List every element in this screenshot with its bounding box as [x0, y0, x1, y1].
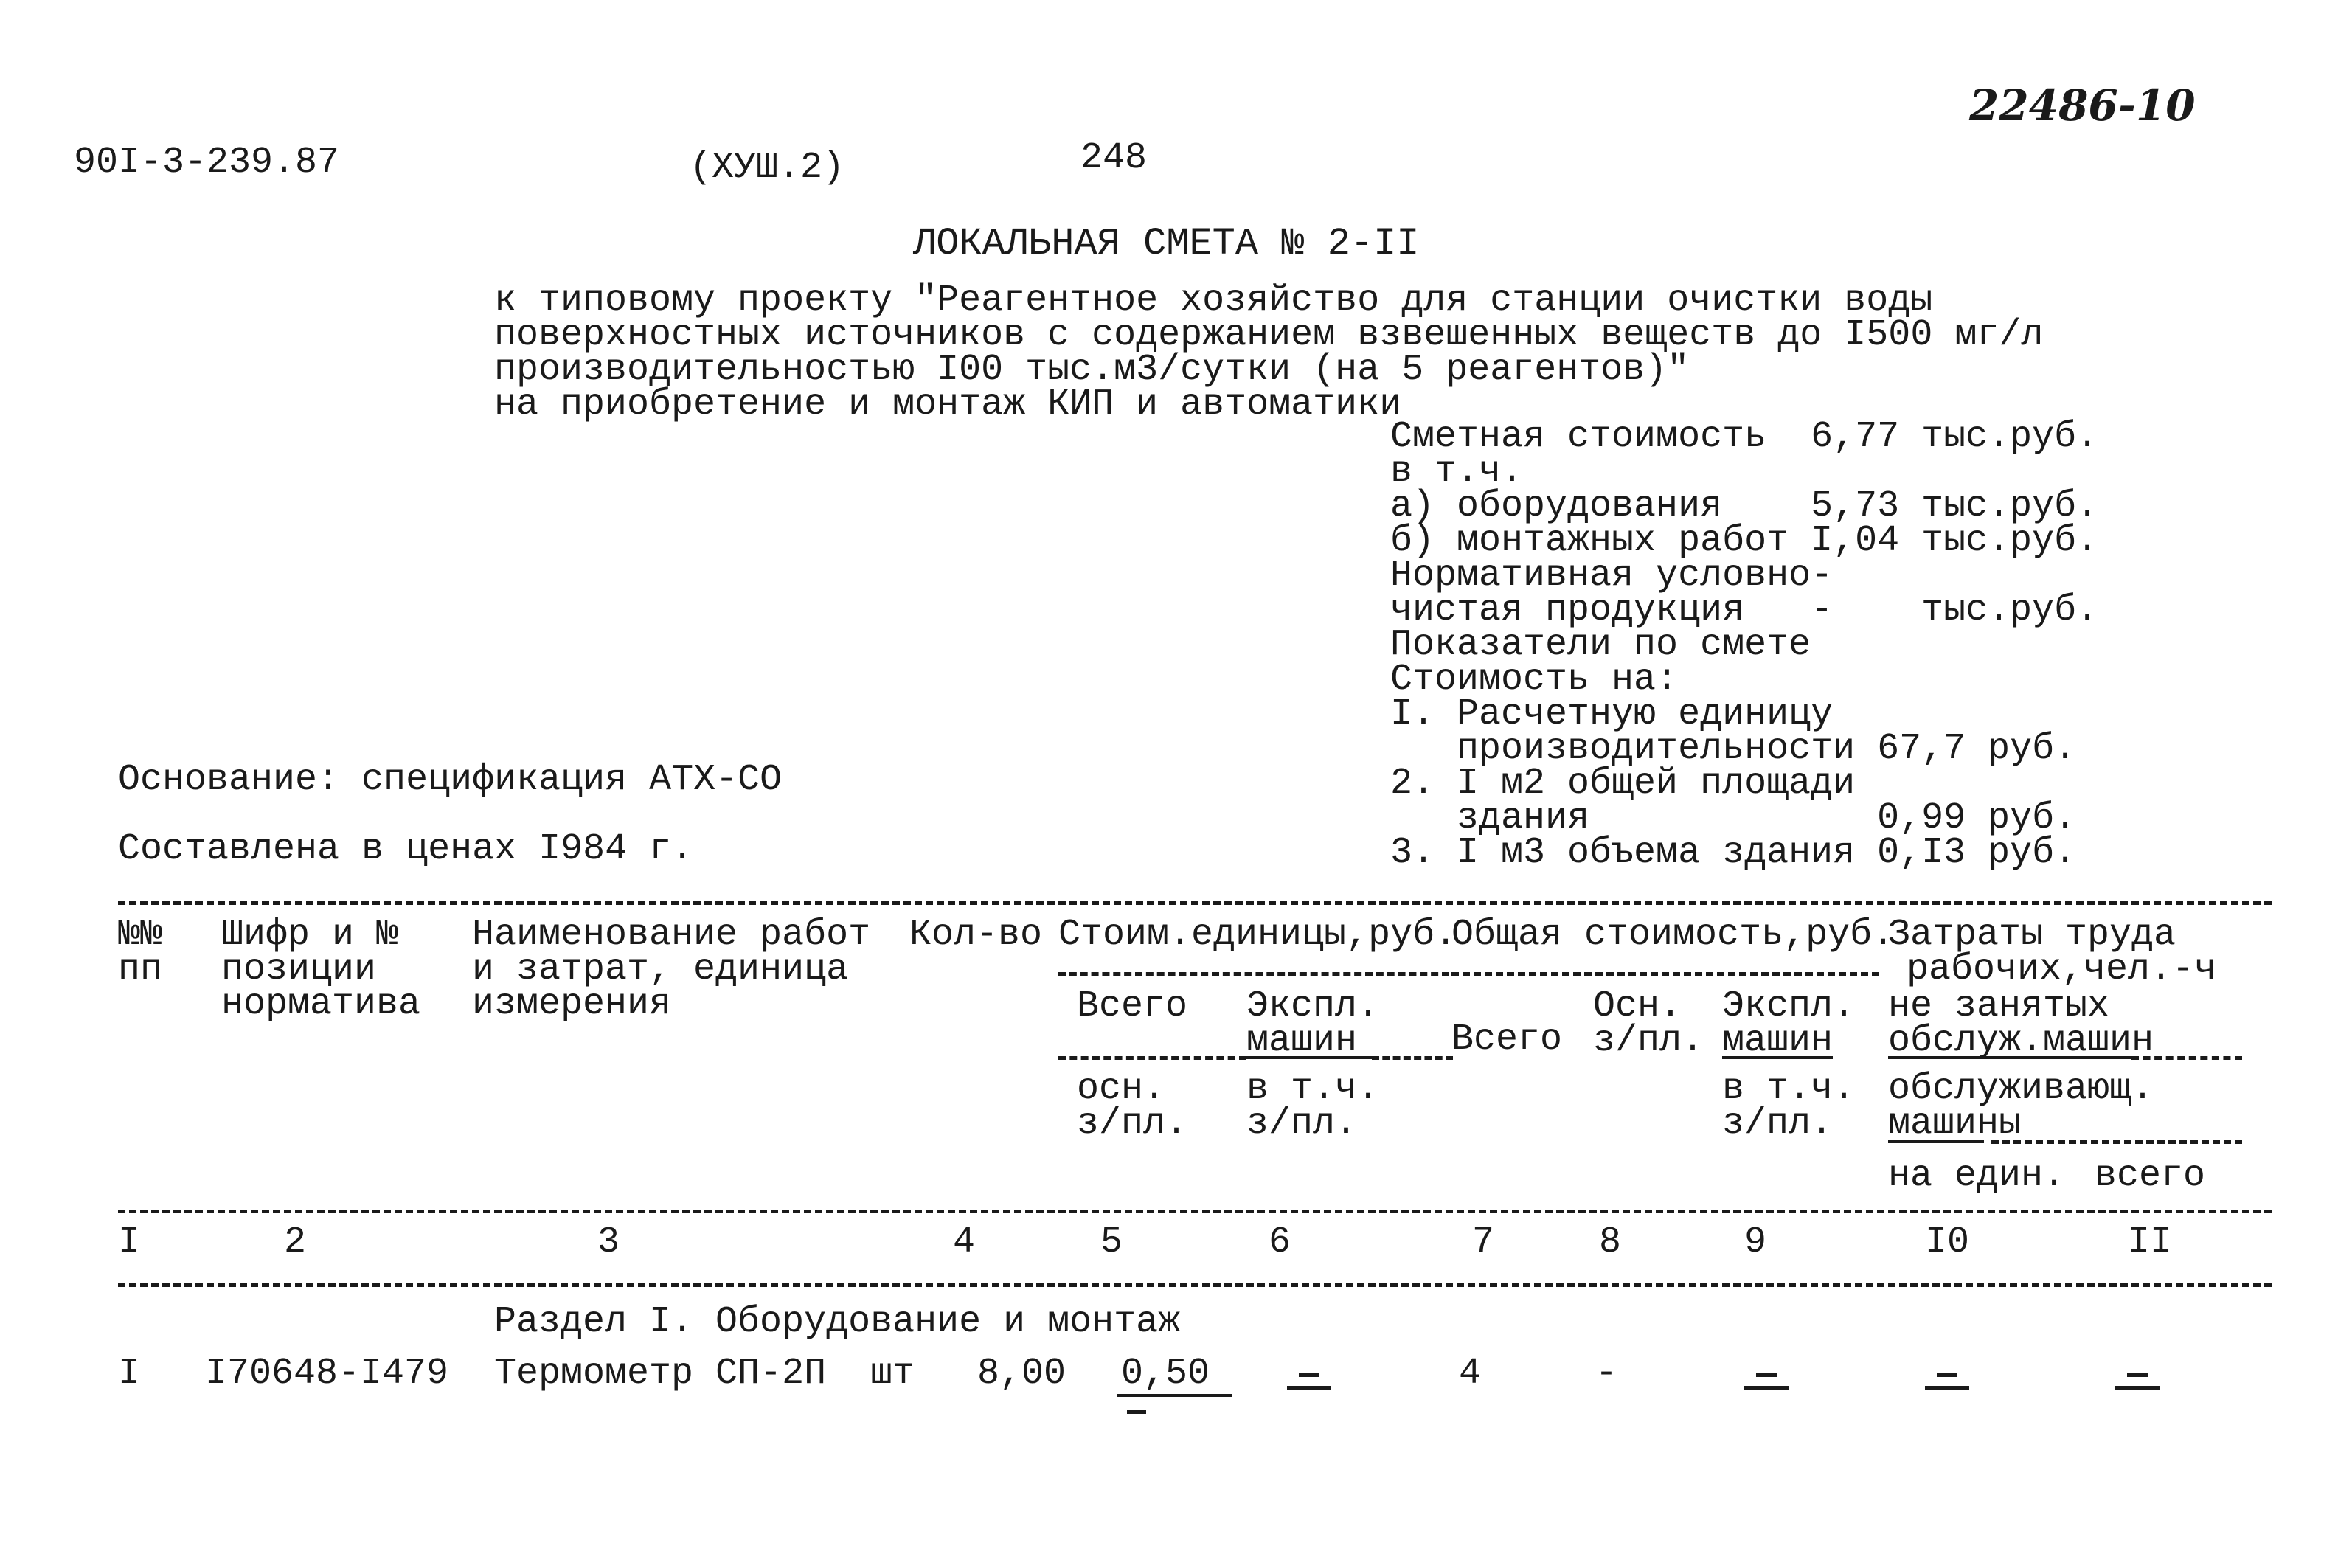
- underline: [1888, 1140, 1984, 1143]
- column-number: 5: [1100, 1221, 1123, 1263]
- col10-unit-header: на един.: [1888, 1155, 2066, 1197]
- col3-header: и затрат, единица: [472, 948, 849, 991]
- column-number: 4: [953, 1221, 976, 1263]
- col6-header: Экспл.: [1246, 985, 1380, 1027]
- col5-subheader: з/пл.: [1077, 1103, 1188, 1145]
- column-number: I0: [1925, 1221, 1970, 1263]
- row-code: I70648-I479: [205, 1353, 449, 1395]
- estimate-heading: ЛОКАЛЬНАЯ СМЕТА № 2-II: [913, 222, 1420, 266]
- prices-line: Составлена в ценах I984 г.: [118, 828, 694, 870]
- row-name: Термометр СП-2П: [494, 1353, 827, 1395]
- subtitle-line: производительностью I00 тыс.м3/сутки (на 5 реагентов)": [494, 349, 1690, 391]
- column-number: 2: [284, 1221, 307, 1263]
- row-total: 4: [1459, 1353, 1482, 1395]
- page-number: 248: [1080, 137, 1148, 179]
- col2-header: позиции: [221, 948, 377, 991]
- column-number: II: [2128, 1221, 2173, 1263]
- row-base-wage: -: [1595, 1353, 1618, 1395]
- summary-line: в т.ч.: [1390, 451, 1524, 493]
- summary-line: производительности 67,7 руб.: [1390, 728, 2077, 770]
- column-number: 7: [1472, 1221, 1495, 1263]
- group-rule: [1058, 1056, 1246, 1060]
- summary-line: Нормативная условно-: [1390, 555, 1834, 597]
- col4-header: Кол-во: [909, 914, 1043, 956]
- group-rule: [2131, 1056, 2242, 1060]
- labor-group-header: Затраты труда: [1888, 914, 2176, 956]
- empty-value-mark: [2115, 1373, 2160, 1392]
- row-unit-total: 0,50: [1121, 1353, 1210, 1395]
- col6-header: машин: [1246, 1020, 1358, 1062]
- col5-header: Всего: [1077, 985, 1188, 1027]
- col10-header: обслуж.машин: [1888, 1020, 2154, 1062]
- header-bottom-rule: [118, 1210, 2272, 1213]
- summary-line: а) оборудования 5,73 тыс.руб.: [1390, 485, 2099, 527]
- col8-header: з/пл.: [1593, 1020, 1704, 1062]
- subtitle-line: на приобретение и монтаж КИП и автоматики: [494, 384, 1402, 426]
- col9-subheader: з/пл.: [1722, 1103, 1834, 1145]
- summary-line: здания 0,99 руб.: [1390, 797, 2077, 839]
- col9-header: машин: [1722, 1020, 1834, 1062]
- summary-line: б) монтажных работ I,04 тыс.руб.: [1390, 520, 2099, 562]
- col11-unit-header: всего: [2095, 1155, 2206, 1197]
- col2-header: норматива: [221, 983, 421, 1025]
- section-title: Раздел I. Оборудование и монтаж: [494, 1301, 1181, 1343]
- document-code: 90I-3-239.87: [74, 142, 340, 184]
- group-rule: [1991, 1140, 2242, 1144]
- column-number: 8: [1599, 1221, 1622, 1263]
- column-number: 3: [597, 1221, 620, 1263]
- empty-value-mark: [1287, 1373, 1331, 1392]
- table-top-rule: [118, 901, 2272, 905]
- col8-header: Осн.: [1593, 985, 1682, 1027]
- summary-line: чистая продукция - тыс.руб.: [1390, 589, 2099, 631]
- col3-header: измерения: [472, 983, 672, 1025]
- summary-line: Стоимость на:: [1390, 659, 1679, 701]
- col9-subheader: в т.ч.: [1722, 1068, 1856, 1110]
- row-number: I: [118, 1353, 141, 1395]
- basis-line: Основание: спецификация АТХ-СО: [118, 759, 783, 801]
- subtitle-line: к типовому проекту "Реагентное хозяйство для станции очистки воды: [494, 280, 1933, 322]
- summary-line: I. Расчетную единицу: [1390, 693, 1834, 735]
- underline: [1117, 1394, 1232, 1397]
- col6-subheader: з/пл.: [1246, 1103, 1358, 1145]
- col10-header: не занятых: [1888, 985, 2110, 1027]
- row-qty: 8,00: [977, 1353, 1066, 1395]
- album-label: (ХУШ.2): [690, 147, 845, 189]
- col10-subheader: машины: [1888, 1103, 2022, 1145]
- empty-value-mark: [1925, 1373, 1969, 1392]
- underline: [1246, 1056, 1372, 1059]
- summary-line: 3. I м3 объема здания 0,I3 руб.: [1390, 832, 2077, 874]
- col1-header: пп: [118, 948, 163, 991]
- column-numbers-rule: [118, 1283, 2272, 1287]
- col5-subheader: осн.: [1077, 1068, 1166, 1110]
- summary-line: Сметная стоимость 6,77 тыс.руб.: [1390, 416, 2099, 458]
- group-rule: [1451, 972, 1879, 976]
- summary-line: Показатели по смете: [1390, 624, 1811, 666]
- subtitle-line: поверхностных источников с содержанием взвешенных веществ до I500 мг/л: [494, 314, 2044, 356]
- col1-header: №№: [118, 914, 163, 956]
- column-number: I: [118, 1221, 141, 1263]
- column-number: 9: [1744, 1221, 1767, 1263]
- handwritten-number: 22486-10: [1969, 80, 2196, 131]
- col6-subheader: в т.ч.: [1246, 1068, 1380, 1110]
- col7-header: Всего: [1451, 1019, 1563, 1061]
- summary-line: 2. I м2 общей площади: [1390, 763, 1856, 805]
- underline: [1888, 1056, 2131, 1059]
- empty-value-mark: [1744, 1373, 1789, 1392]
- unit-cost-group-header: Стоим.единицы,руб.: [1058, 914, 1457, 956]
- row-unit: шт: [870, 1353, 915, 1395]
- group-rule: [1372, 1056, 1453, 1060]
- underline: [1722, 1056, 1833, 1059]
- col3-header: Наименование работ: [472, 914, 871, 956]
- total-cost-group-header: Общая стоимость,руб.: [1451, 914, 1895, 956]
- col2-header: Шифр и №: [221, 914, 399, 956]
- labor-group-header: рабочих,чел.-ч: [1907, 948, 2217, 991]
- dash-mark: [1127, 1410, 1146, 1414]
- col10-subheader: обслуживающ.: [1888, 1068, 2154, 1110]
- group-rule: [1058, 972, 1449, 976]
- column-number: 6: [1269, 1221, 1291, 1263]
- col9-header: Экспл.: [1722, 985, 1856, 1027]
